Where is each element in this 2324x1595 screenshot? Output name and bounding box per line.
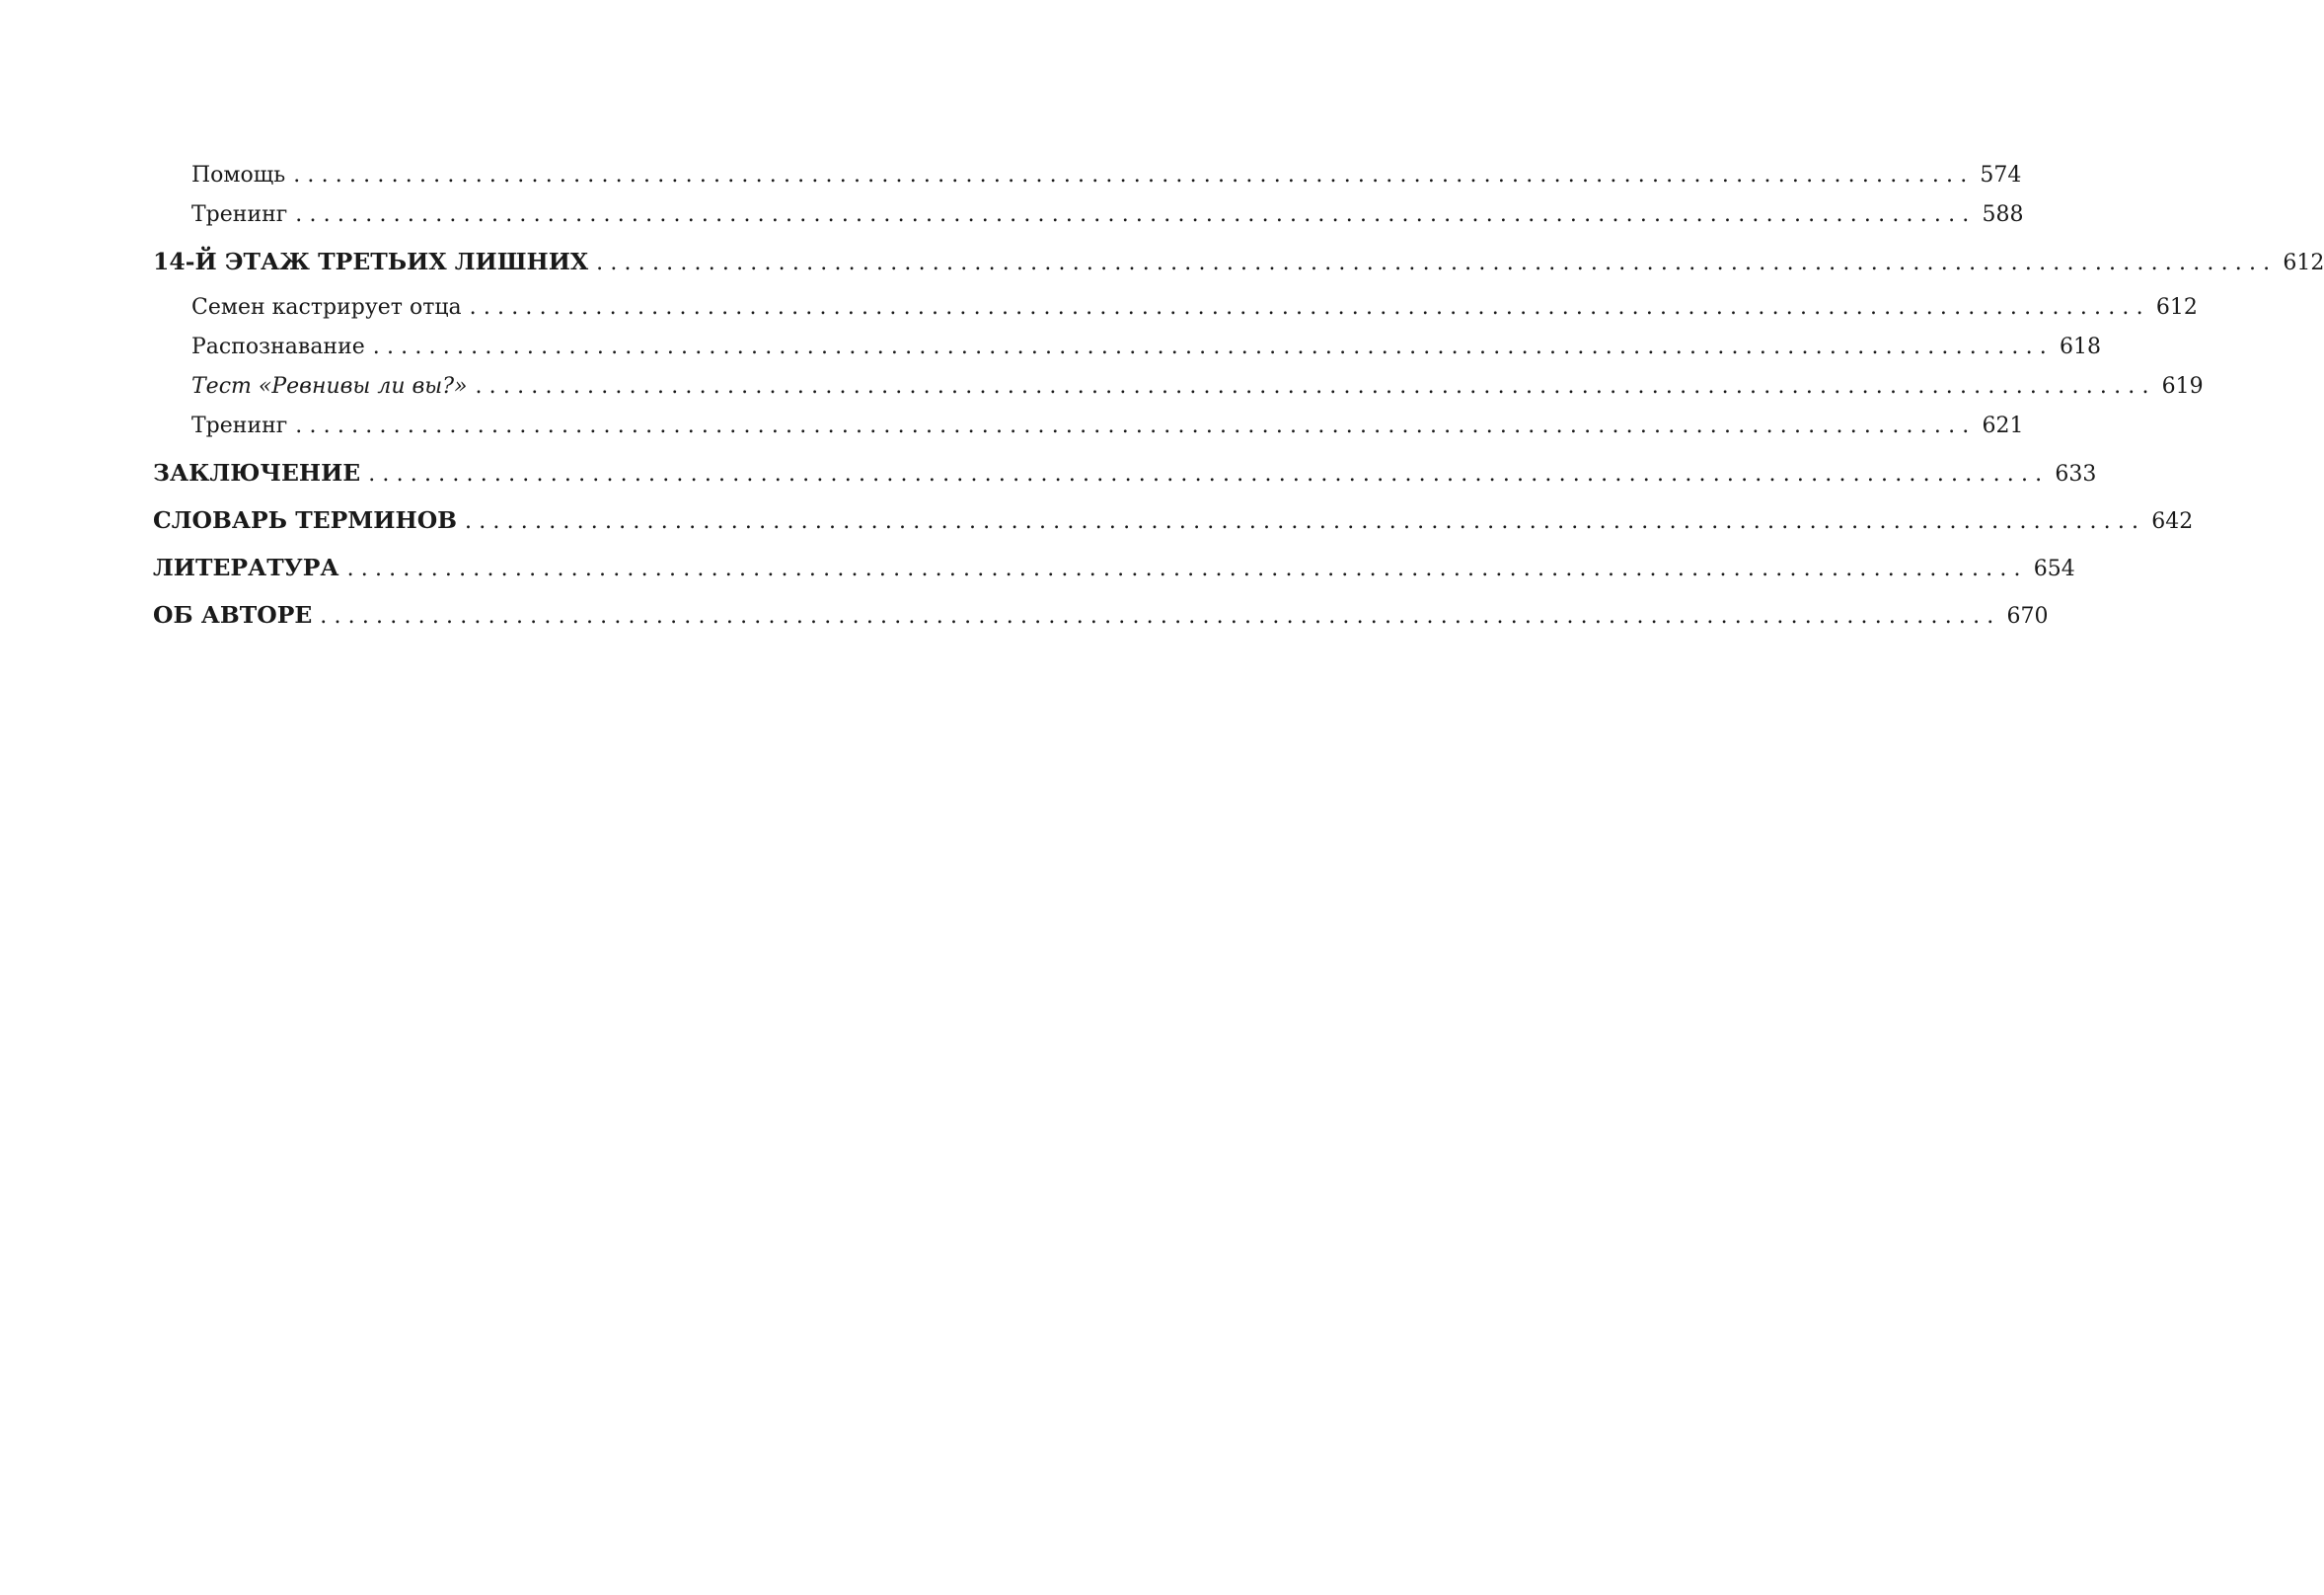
toc-entry[interactable] — [153, 367, 2204, 407]
toc-chapter-title: ОБ АВТОРЕ — [153, 601, 313, 629]
toc-entry[interactable] — [153, 407, 2024, 446]
toc-entry[interactable] — [153, 288, 2198, 328]
toc-entry-page: 621 — [1982, 414, 2024, 438]
toc-chapter-page: 654 — [2033, 557, 2075, 581]
toc-chapter[interactable] — [153, 544, 2075, 591]
table-of-contents — [153, 156, 2324, 639]
toc-entry-title: Семен кастрирует отца — [191, 295, 462, 320]
toc-chapter[interactable] — [153, 496, 2194, 544]
toc-entry-page: 588 — [1982, 202, 2024, 227]
toc-entry-page: 574 — [1980, 163, 2022, 188]
dot-leader: ........................................................................................................................ — [346, 557, 2028, 581]
toc-chapter-page: 670 — [2006, 604, 2049, 629]
toc-entry-title: Тренинг — [191, 414, 288, 438]
toc-entry[interactable] — [153, 156, 2022, 195]
toc-chapter[interactable] — [153, 591, 2049, 639]
dot-leader: ........................................................................................................................ — [295, 202, 1977, 227]
toc-entry[interactable] — [153, 328, 2101, 367]
toc-chapter[interactable] — [153, 238, 2324, 285]
toc-entry-title: Распознавание — [191, 335, 365, 359]
toc-chapter-title: 14-Й ЭТАЖ ТРЕТЬИХ ЛИШНИХ — [153, 248, 589, 275]
toc-chapter-page: 612 — [2283, 251, 2324, 275]
toc-chapter-page: 633 — [2055, 462, 2097, 487]
dot-leader: ........................................................................................................................ — [372, 335, 2054, 359]
toc-entry-page: 612 — [2155, 295, 2198, 320]
dot-leader: ........................................................................................................................ — [295, 414, 1977, 438]
dot-leader: ........................................................................................................................ — [368, 462, 2050, 487]
dot-leader: ........................................................................................................................ — [465, 509, 2146, 534]
dot-leader: ........................................................................................................................ — [469, 295, 2150, 320]
toc-entry-title: Помощь — [191, 163, 286, 188]
dot-leader: ........................................................................................................................ — [293, 163, 1975, 188]
toc-entry[interactable] — [153, 195, 2024, 235]
toc-entry-page: 618 — [2059, 335, 2101, 359]
toc-entry-page: 619 — [2161, 374, 2204, 399]
toc-entry-title: Тест «Ревнивы ли вы?» — [191, 374, 468, 399]
toc-chapter[interactable] — [153, 449, 2097, 496]
toc-chapter-title: ЛИТЕРАТУРА — [153, 554, 339, 581]
dot-leader: ........................................................................................................................ — [475, 374, 2156, 399]
dot-leader: ........................................................................................................................ — [320, 604, 2001, 629]
toc-chapter-title: ЗАКЛЮЧЕНИЕ — [153, 459, 361, 487]
dot-leader: ........................................................................................................................ — [596, 251, 2278, 275]
toc-chapter-page: 642 — [2151, 509, 2194, 534]
toc-entry-title: Тренинг — [191, 202, 288, 227]
toc-chapter-title: СЛОВАРЬ ТЕРМИНОВ — [153, 506, 458, 534]
